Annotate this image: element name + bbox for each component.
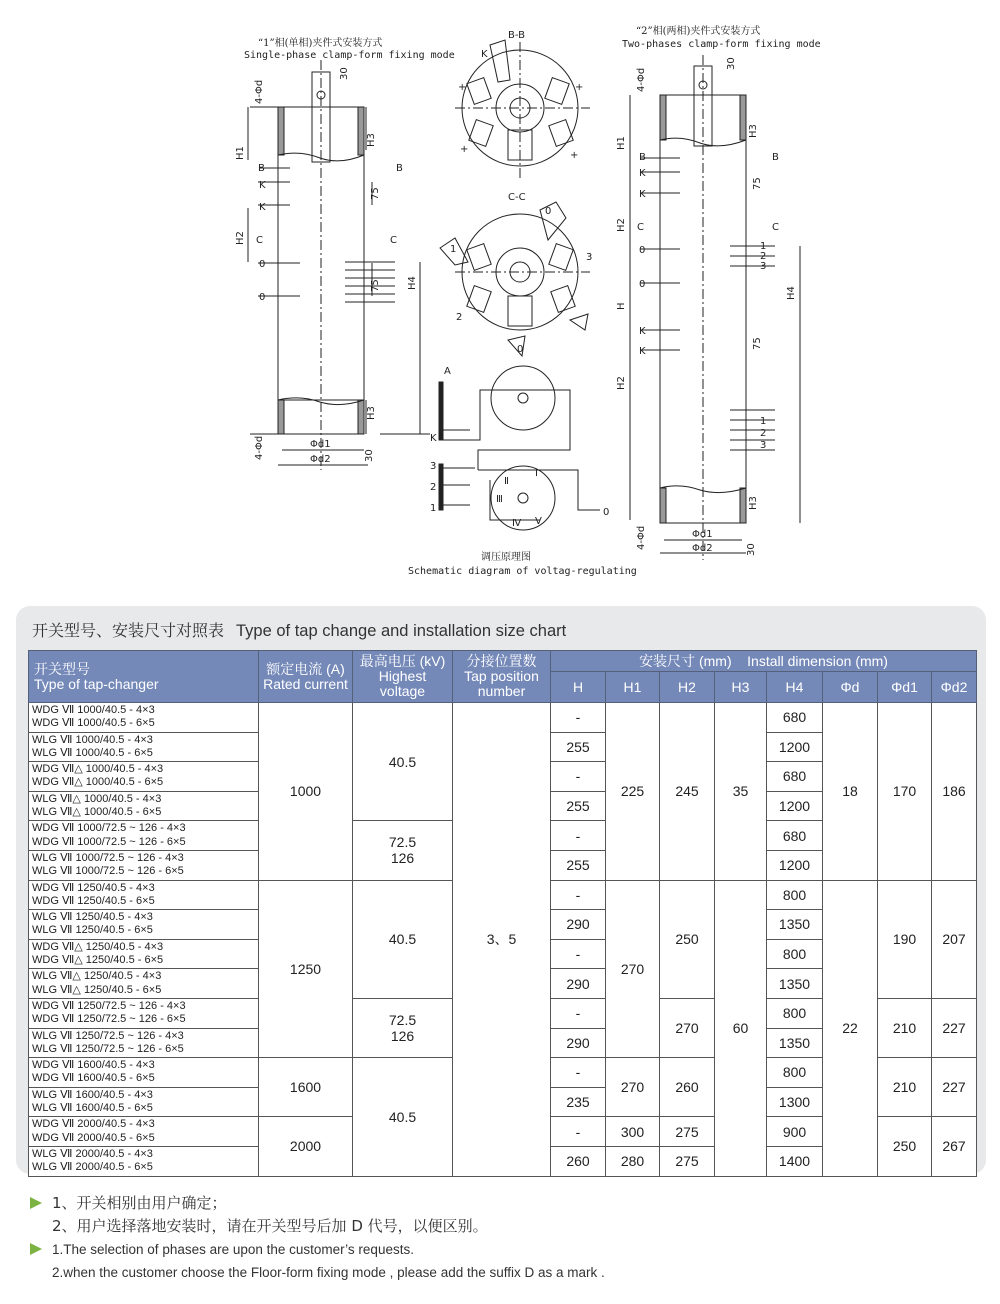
type-cell bbox=[29, 1087, 259, 1117]
cc-zero-label-2: 0 bbox=[517, 344, 524, 355]
type-line: WLG Ⅶ 1250/72.5 ~ 126 - 6×5 bbox=[32, 1042, 184, 1055]
two-h3-bottom: H3 bbox=[748, 496, 759, 510]
h4-cell: 800 bbox=[767, 939, 823, 969]
two-h3-top: H3 bbox=[748, 124, 759, 138]
type-cell bbox=[29, 732, 259, 762]
note-en-2 bbox=[30, 1261, 970, 1284]
two-seventy-five-2: 75 bbox=[752, 337, 763, 350]
type-cell bbox=[29, 703, 259, 733]
header-voltage-en: Highest voltage bbox=[378, 668, 427, 699]
two-tap-b3: 3 bbox=[760, 440, 767, 451]
voltage-line: 126 bbox=[390, 850, 415, 867]
header-install: 安装尺寸 (mm) Install dimension (mm) bbox=[551, 651, 977, 672]
two-k-2: K bbox=[639, 189, 646, 200]
section-bb-drawing bbox=[455, 30, 590, 178]
type-line: WDG Ⅶ 1000/40.5 - 6×5 bbox=[32, 717, 155, 730]
h-cell: 255 bbox=[551, 732, 606, 762]
type-line: WLG Ⅶ△ 1250/40.5 - 6×5 bbox=[32, 983, 162, 996]
four-phi-d-top: 4-Φd bbox=[254, 79, 265, 104]
header-current-cn: 额定电流 (A) bbox=[266, 660, 345, 677]
d1-cell: 250 bbox=[878, 1117, 932, 1176]
two-phi-d1: Φd1 bbox=[692, 529, 713, 540]
table-title bbox=[32, 618, 566, 641]
type-line: WLG Ⅶ 2000/40.5 - 6×5 bbox=[32, 1161, 153, 1174]
section-cc-drawing bbox=[440, 192, 592, 356]
cc-one-label: 1 bbox=[450, 244, 457, 255]
schematic-roman-1: Ⅰ bbox=[535, 468, 538, 479]
h4-label: H4 bbox=[407, 276, 418, 290]
two-k-4: K bbox=[639, 346, 646, 357]
type-cell bbox=[29, 1028, 259, 1058]
h-cell: - bbox=[551, 703, 606, 733]
h1-cell: 270 bbox=[606, 880, 660, 1058]
spec-table-panel bbox=[16, 606, 986, 1174]
type-line: WDG Ⅶ 1000/72.5 ~ 126 - 6×5 bbox=[32, 835, 186, 848]
two-h2-top: H2 bbox=[616, 218, 627, 232]
type-line: WLG Ⅶ 2000/40.5 - 4×3 bbox=[32, 1147, 153, 1160]
type-line: WDG Ⅶ 1250/72.5 ~ 126 - 4×3 bbox=[32, 999, 186, 1012]
h-cell: - bbox=[551, 880, 606, 910]
h-cell: - bbox=[551, 939, 606, 969]
h4-cell: 1200 bbox=[767, 732, 823, 762]
header-dim-d2: Φd2 bbox=[932, 672, 977, 703]
seventy-five-1: 75 bbox=[370, 187, 381, 200]
single-phase-title-en: Single-phase clamp-form fixing mode bbox=[244, 50, 455, 61]
two-tap-2: 2 bbox=[760, 251, 767, 262]
two-phi-d2: Φd2 bbox=[692, 543, 713, 554]
section-bb-title: B-B bbox=[508, 30, 525, 41]
two-h2-bottom: H2 bbox=[616, 376, 627, 390]
h-cell: 255 bbox=[551, 791, 606, 821]
h-cell: - bbox=[551, 1058, 606, 1088]
two-zero-1: 0 bbox=[639, 245, 646, 256]
header-voltage-cn: 最高电压 (kV) bbox=[359, 653, 446, 669]
b-label-right: B bbox=[396, 163, 403, 174]
cc-two-label: 2 bbox=[456, 312, 463, 323]
voltage-line: 72.5 bbox=[388, 1012, 417, 1029]
h3-top: H3 bbox=[366, 133, 377, 147]
d2-cell: 207 bbox=[932, 880, 977, 998]
table-title-en: Type of tap change and installation size chart bbox=[236, 622, 567, 640]
technical-drawings bbox=[0, 0, 1000, 590]
type-cell bbox=[29, 880, 259, 910]
type-cell bbox=[29, 821, 259, 851]
d2-cell: 186 bbox=[932, 703, 977, 881]
type-line: WDG Ⅶ△ 1000/40.5 - 4×3 bbox=[32, 763, 164, 776]
phi-d2-label: Φd2 bbox=[310, 454, 331, 465]
table-title-cn: 开关型号、安装尺寸对照表 bbox=[32, 621, 225, 640]
header-dim-h1: H1 bbox=[606, 672, 660, 703]
tap-cell: 3、5 bbox=[453, 703, 551, 1177]
header-type bbox=[29, 651, 259, 703]
type-line: WDG Ⅶ 2000/40.5 - 6×5 bbox=[32, 1131, 155, 1144]
two-c-right: C bbox=[772, 222, 779, 233]
h4-cell: 1350 bbox=[767, 1028, 823, 1058]
type-cell bbox=[29, 910, 259, 940]
two-thirty-bottom: 30 bbox=[746, 543, 757, 556]
spec-table bbox=[28, 650, 977, 1177]
voltage-cell: 40.5 bbox=[353, 703, 453, 821]
h-cell: 290 bbox=[551, 1028, 606, 1058]
type-line: WDG Ⅶ 1250/40.5 - 4×3 bbox=[32, 881, 155, 894]
bb-plus-1: + bbox=[458, 82, 467, 93]
four-phi-d-bottom: 4-Φd bbox=[254, 435, 265, 460]
type-line: WDG Ⅶ 2000/40.5 - 4×3 bbox=[32, 1118, 155, 1131]
d1-cell: 210 bbox=[878, 998, 932, 1057]
type-cell bbox=[29, 969, 259, 999]
two-thirty-top: 30 bbox=[726, 57, 737, 70]
h-cell: - bbox=[551, 762, 606, 792]
schematic-1: 1 bbox=[430, 503, 437, 514]
type-cell bbox=[29, 998, 259, 1028]
header-current-en: Rated current bbox=[263, 675, 348, 692]
schematic-title-cn: 调压原理图 bbox=[481, 552, 531, 563]
voltage-line: 72.5 bbox=[388, 834, 417, 851]
type-cell bbox=[29, 791, 259, 821]
type-line: WDG Ⅶ 1600/40.5 - 4×3 bbox=[32, 1059, 155, 1072]
header-dim-d: Φd bbox=[823, 672, 878, 703]
h3-cell: 60 bbox=[715, 880, 767, 1176]
b-label-left: B bbox=[258, 163, 265, 174]
type-line: WDG Ⅶ 1600/40.5 - 6×5 bbox=[32, 1072, 155, 1085]
voltage-cell: 40.5 bbox=[353, 880, 453, 998]
h4-cell: 800 bbox=[767, 998, 823, 1028]
d2-cell: 227 bbox=[932, 998, 977, 1057]
schematic-title-en: Schematic diagram of voltag-regulating bbox=[408, 566, 637, 577]
d1-cell: 170 bbox=[878, 703, 932, 881]
voltage-cell bbox=[353, 998, 453, 1057]
type-line: WDG Ⅶ 1000/40.5 - 4×3 bbox=[32, 704, 155, 716]
two-k-1: K bbox=[639, 168, 646, 179]
header-voltage bbox=[353, 651, 453, 703]
header-dim-h: H bbox=[551, 672, 606, 703]
h4-cell: 1350 bbox=[767, 969, 823, 999]
header-type-cn: 开关型号 bbox=[34, 660, 90, 677]
d-cell: 18 bbox=[823, 703, 878, 881]
d2-cell: 227 bbox=[932, 1058, 977, 1117]
schematic-k: K bbox=[430, 433, 437, 444]
current-cell: 1600 bbox=[259, 1058, 353, 1117]
note-en-2-text: 2.when the customer choose the Floor-form fixing mode , please add the suffix D as a mark . bbox=[52, 1265, 605, 1280]
schematic-roman-5: Ⅴ bbox=[535, 516, 542, 527]
bb-plus-3: + bbox=[460, 144, 469, 155]
header-dim-h2: H2 bbox=[660, 672, 715, 703]
h-cell: - bbox=[551, 1117, 606, 1147]
type-cell bbox=[29, 939, 259, 969]
type-line: WDG Ⅶ△ 1250/40.5 - 6×5 bbox=[32, 954, 164, 967]
type-cell bbox=[29, 1117, 259, 1147]
note-cn-2 bbox=[30, 1215, 970, 1238]
h1-cell: 225 bbox=[606, 703, 660, 881]
note-en-1 bbox=[30, 1238, 970, 1261]
header-current bbox=[259, 651, 353, 703]
h2-cell: 250 bbox=[660, 880, 715, 998]
note-en-1-text: 1.The selection of phases are upon the customer’s requests. bbox=[52, 1242, 414, 1257]
type-line: WLG Ⅶ 1250/40.5 - 6×5 bbox=[32, 924, 153, 937]
h2-cell: 270 bbox=[660, 998, 715, 1057]
type-line: WLG Ⅶ△ 1000/40.5 - 6×5 bbox=[32, 806, 162, 819]
type-cell bbox=[29, 1146, 259, 1176]
h-cell: 255 bbox=[551, 850, 606, 880]
two-h1: H1 bbox=[616, 136, 627, 150]
c-label-left: C bbox=[256, 235, 263, 246]
h2-cell: 275 bbox=[660, 1117, 715, 1147]
schematic-0: 0 bbox=[603, 507, 610, 518]
two-b-left: B bbox=[639, 152, 646, 163]
two-b-right: B bbox=[772, 152, 779, 163]
header-tap bbox=[453, 651, 551, 703]
h4-cell: 1350 bbox=[767, 910, 823, 940]
table-row bbox=[29, 703, 977, 733]
k-label-1: K bbox=[259, 180, 266, 191]
schematic-3: 3 bbox=[430, 461, 437, 472]
h4-cell: 1300 bbox=[767, 1087, 823, 1117]
h2-cell: 260 bbox=[660, 1058, 715, 1117]
type-line: WLG Ⅶ△ 1250/40.5 - 4×3 bbox=[32, 970, 162, 983]
two-k-3: K bbox=[639, 326, 646, 337]
two-seventy-five-1: 75 bbox=[752, 177, 763, 190]
two-tap-3: 3 bbox=[760, 261, 767, 272]
single-phase-title-cn: “1”相(单相)夹件式安装方式 bbox=[258, 38, 383, 49]
header-tap-cn: 分接位置数 bbox=[466, 653, 537, 669]
two-zero-2: 0 bbox=[639, 279, 646, 290]
h4-cell: 800 bbox=[767, 1058, 823, 1088]
two-phase-drawing bbox=[616, 24, 821, 560]
h4-cell: 680 bbox=[767, 821, 823, 851]
schematic-2: 2 bbox=[430, 482, 437, 493]
h-cell: 290 bbox=[551, 910, 606, 940]
note-cn-1 bbox=[30, 1192, 970, 1215]
single-phase-drawing bbox=[235, 36, 455, 470]
header-dim-d1: Φd1 bbox=[878, 672, 932, 703]
seventy-five-2: 75 bbox=[370, 279, 381, 292]
type-line: WLG Ⅶ 1000/72.5 ~ 126 - 6×5 bbox=[32, 865, 184, 878]
two-phase-title-en: Two-phases clamp-form fixing mode bbox=[622, 39, 821, 50]
notes-section bbox=[30, 1192, 970, 1284]
h4-cell: 800 bbox=[767, 880, 823, 910]
type-line: WLG Ⅶ 1000/40.5 - 6×5 bbox=[32, 746, 153, 759]
two-c-left: C bbox=[637, 222, 644, 233]
schematic-roman-4: Ⅳ bbox=[512, 518, 522, 529]
h-cell: - bbox=[551, 998, 606, 1028]
arrow-icon bbox=[30, 1197, 42, 1209]
type-line: WDG Ⅶ△ 1250/40.5 - 4×3 bbox=[32, 940, 164, 953]
type-line: WLG Ⅶ 1600/40.5 - 6×5 bbox=[32, 1102, 153, 1115]
note-cn-1-text: 1、开关相别由用户确定； bbox=[52, 1194, 227, 1212]
two-h4: H4 bbox=[786, 286, 797, 300]
h2-cell: 275 bbox=[660, 1146, 715, 1176]
two-tap-b1: 1 bbox=[760, 416, 767, 427]
type-line: WLG Ⅶ 1000/40.5 - 4×3 bbox=[32, 733, 153, 746]
h3-cell: 35 bbox=[715, 703, 767, 881]
bb-plus-2: + bbox=[575, 82, 584, 93]
d1-cell: 190 bbox=[878, 880, 932, 998]
h3-bottom: H3 bbox=[366, 406, 377, 420]
h-cell: 290 bbox=[551, 969, 606, 999]
cc-three-label: 3 bbox=[586, 252, 593, 263]
header-type-en: Type of tap-changer bbox=[34, 675, 159, 692]
type-line: WLG Ⅶ 1250/72.5 ~ 126 - 4×3 bbox=[32, 1029, 184, 1042]
type-cell bbox=[29, 762, 259, 792]
schematic-roman-2: Ⅱ bbox=[504, 476, 509, 487]
h1-cell: 280 bbox=[606, 1146, 660, 1176]
zero-label-2: 0 bbox=[259, 292, 266, 303]
two-tap-1: 1 bbox=[760, 241, 767, 252]
h2-label: H2 bbox=[235, 231, 246, 245]
type-cell bbox=[29, 850, 259, 880]
type-cell bbox=[29, 1058, 259, 1088]
voltage-cell bbox=[353, 821, 453, 880]
type-line: WDG Ⅶ 1250/72.5 ~ 126 - 6×5 bbox=[32, 1013, 186, 1026]
thirty-top: 30 bbox=[339, 67, 350, 80]
two-h: H bbox=[616, 302, 627, 310]
two-four-phi-d-top: 4-Φd bbox=[636, 67, 647, 92]
d1-cell: 210 bbox=[878, 1058, 932, 1117]
two-tap-b2: 2 bbox=[760, 428, 767, 439]
type-line: WLG Ⅶ 1250/40.5 - 4×3 bbox=[32, 911, 153, 924]
zero-label-1: 0 bbox=[259, 259, 266, 270]
voltage-line: 126 bbox=[390, 1028, 415, 1045]
header-dim-h3: H3 bbox=[715, 672, 767, 703]
h-cell: 260 bbox=[551, 1146, 606, 1176]
section-cc-title: C-C bbox=[508, 192, 526, 203]
schematic-a: A bbox=[444, 366, 451, 377]
two-four-phi-d-bottom: 4-Φd bbox=[636, 525, 647, 550]
current-cell: 1000 bbox=[259, 703, 353, 881]
h4-cell: 1200 bbox=[767, 850, 823, 880]
d-cell: 22 bbox=[823, 880, 878, 1176]
arrow-icon bbox=[30, 1243, 42, 1255]
schematic-drawing bbox=[408, 366, 637, 577]
schematic-roman-3: Ⅲ bbox=[496, 494, 503, 505]
type-line: WLG Ⅶ 1000/72.5 ~ 126 - 4×3 bbox=[32, 851, 184, 864]
type-line: WLG Ⅶ 1600/40.5 - 4×3 bbox=[32, 1088, 153, 1101]
thirty-bottom: 30 bbox=[364, 449, 375, 462]
type-line: WDG Ⅶ 1000/72.5 ~ 126 - 4×3 bbox=[32, 822, 186, 835]
bb-plus-4: + bbox=[570, 150, 579, 161]
h-cell: - bbox=[551, 821, 606, 851]
note-cn-2-text: 2、用户选择落地安装时，请在开关型号后加 D 代号，以便区别。 bbox=[52, 1217, 488, 1235]
voltage-cell: 40.5 bbox=[353, 1058, 453, 1176]
h4-cell: 1200 bbox=[767, 791, 823, 821]
h1-cell: 270 bbox=[606, 1058, 660, 1117]
h-cell: 235 bbox=[551, 1087, 606, 1117]
h4-cell: 900 bbox=[767, 1117, 823, 1147]
current-cell: 2000 bbox=[259, 1117, 353, 1176]
two-phase-title-cn: “2”相(两相)夹件式安装方式 bbox=[636, 26, 761, 37]
type-line: WDG Ⅶ 1250/40.5 - 6×5 bbox=[32, 894, 155, 907]
k-label-2: K bbox=[259, 202, 266, 213]
current-cell: 1250 bbox=[259, 880, 353, 1058]
type-line: WDG Ⅶ△ 1000/40.5 - 6×5 bbox=[32, 776, 164, 789]
c-label-right: C bbox=[390, 235, 397, 246]
type-line: WLG Ⅶ△ 1000/40.5 - 4×3 bbox=[32, 792, 162, 805]
bb-k-label: K bbox=[481, 49, 488, 60]
header-dim-h4: H4 bbox=[767, 672, 823, 703]
phi-d1-label: Φd1 bbox=[310, 439, 331, 450]
header-tap-en: Tap position number bbox=[464, 668, 539, 699]
d2-cell: 267 bbox=[932, 1117, 977, 1176]
cc-zero-label: 0 bbox=[545, 206, 552, 217]
h1-cell: 300 bbox=[606, 1117, 660, 1147]
h4-cell: 680 bbox=[767, 703, 823, 733]
h1-label: H1 bbox=[235, 146, 246, 160]
h2-cell: 245 bbox=[660, 703, 715, 881]
h4-cell: 680 bbox=[767, 762, 823, 792]
h4-cell: 1400 bbox=[767, 1146, 823, 1176]
